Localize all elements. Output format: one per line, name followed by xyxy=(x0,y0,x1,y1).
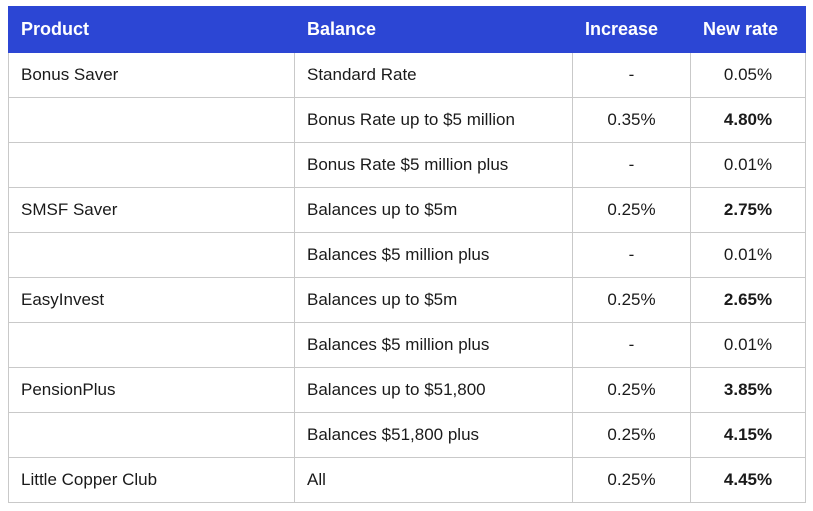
table-row xyxy=(9,143,806,188)
cell-new-rate: 2.65% xyxy=(691,278,806,323)
cell-increase: 0.35% xyxy=(573,98,691,143)
table-header xyxy=(9,7,806,53)
table-row xyxy=(9,188,806,233)
cell-balance: Bonus Rate $5 million plus xyxy=(295,143,573,188)
cell-increase: 0.25% xyxy=(573,278,691,323)
cell-product: SMSF Saver xyxy=(9,188,295,233)
cell-increase: 0.25% xyxy=(573,413,691,458)
table-row xyxy=(9,53,806,98)
column-header-new-rate: New rate xyxy=(691,7,806,53)
cell-product xyxy=(9,98,295,143)
cell-balance: Standard Rate xyxy=(295,53,573,98)
cell-product: Bonus Saver xyxy=(9,53,295,98)
column-header-product: Product xyxy=(9,7,295,53)
cell-increase: 0.25% xyxy=(573,188,691,233)
cell-balance: All xyxy=(295,458,573,503)
cell-new-rate: 0.01% xyxy=(691,143,806,188)
cell-product xyxy=(9,413,295,458)
cell-product: PensionPlus xyxy=(9,368,295,413)
cell-new-rate: 4.45% xyxy=(691,458,806,503)
table-header-row xyxy=(9,7,806,53)
table-row xyxy=(9,278,806,323)
table-row xyxy=(9,233,806,278)
cell-balance: Balances $5 million plus xyxy=(295,233,573,278)
table-row xyxy=(9,413,806,458)
column-header-increase: Increase xyxy=(573,7,691,53)
cell-product: EasyInvest xyxy=(9,278,295,323)
cell-balance: Balances up to $51,800 xyxy=(295,368,573,413)
cell-balance: Balances up to $5m xyxy=(295,278,573,323)
cell-increase: 0.25% xyxy=(573,458,691,503)
table-row xyxy=(9,323,806,368)
cell-increase: - xyxy=(573,323,691,368)
cell-product xyxy=(9,323,295,368)
table-row xyxy=(9,368,806,413)
cell-new-rate: 4.15% xyxy=(691,413,806,458)
cell-product xyxy=(9,233,295,278)
cell-increase: - xyxy=(573,53,691,98)
table-row xyxy=(9,98,806,143)
interest-rate-table xyxy=(8,6,806,503)
cell-new-rate: 0.05% xyxy=(691,53,806,98)
cell-new-rate: 3.85% xyxy=(691,368,806,413)
column-header-balance: Balance xyxy=(295,7,573,53)
cell-new-rate: 0.01% xyxy=(691,233,806,278)
cell-new-rate: 2.75% xyxy=(691,188,806,233)
cell-increase: - xyxy=(573,233,691,278)
cell-balance: Balances up to $5m xyxy=(295,188,573,233)
cell-increase: - xyxy=(573,143,691,188)
table-body xyxy=(9,53,806,503)
cell-new-rate: 4.80% xyxy=(691,98,806,143)
cell-product xyxy=(9,143,295,188)
cell-balance: Balances $51,800 plus xyxy=(295,413,573,458)
cell-product: Little Copper Club xyxy=(9,458,295,503)
cell-balance: Bonus Rate up to $5 million xyxy=(295,98,573,143)
cell-new-rate: 0.01% xyxy=(691,323,806,368)
table-row xyxy=(9,458,806,503)
cell-increase: 0.25% xyxy=(573,368,691,413)
cell-balance: Balances $5 million plus xyxy=(295,323,573,368)
